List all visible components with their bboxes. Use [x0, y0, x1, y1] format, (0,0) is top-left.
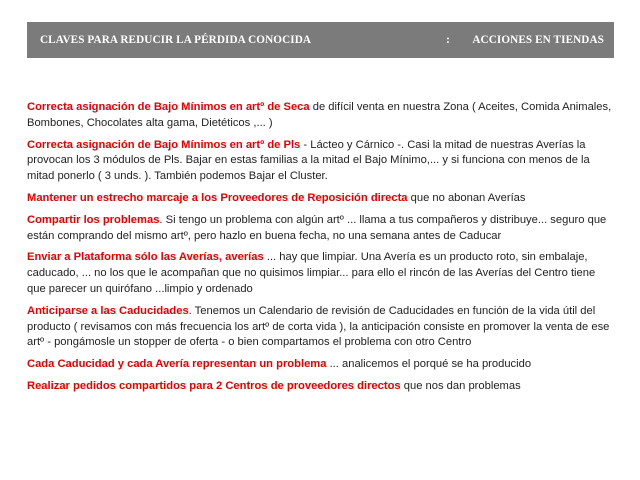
- item-text: ... hay que limpiar. Una Avería es un producto roto, sin embalaje, caducado, ... no los que le acompañan que no quisimos limpiar... para ello el rincón de las Averías del Centro tiene que parecer un quirófano ...limpio y ordenado: [27, 251, 596, 295]
- item-text: que nos dan problemas: [400, 379, 521, 392]
- list-item-7: [27, 357, 612, 373]
- list-item-5: [27, 250, 612, 297]
- list-item-1: [27, 100, 612, 132]
- item-highlight: Mantener un estrecho marcaje a los Proveedores de Reposición directa: [27, 191, 408, 204]
- list-item-8: [27, 379, 612, 395]
- item-highlight: Anticiparse a las Caducidades: [27, 304, 189, 317]
- header-left: [40, 34, 450, 46]
- item-highlight: Cada Caducidad y cada Avería representan un problema: [27, 358, 327, 371]
- header-title: CLAVES PARA REDUCIR LA PÉRDIDA CONOCIDA: [40, 34, 312, 46]
- item-text: que no abonan Averías: [407, 191, 526, 204]
- header-right-title: ACCIONES EN TIENDAS: [472, 34, 604, 46]
- list-item-4: [27, 213, 612, 245]
- item-highlight: Correcta asignación de Bajo Mínimos en artº de Seca: [27, 101, 310, 113]
- item-text: ... analicemos el porqué se ha producido: [326, 358, 532, 371]
- item-text: . Tenemos un Calendario de revisión de Caducidades en función de la vida útil del producto ( revisamos con más frecuencia los artº de corta vida ), la anticipación consiste en promover la venta de ese artº - pongámosle un stopper de oferta - o bien compartamos el problema con otro Centro: [27, 304, 610, 349]
- item-text: - Lácteo y Cárnico -. Casi la mitad de nuestras Averías la provocan los 3 módulos de Pls. Bajar en estas familias a la mitad el Bajo Mínimo,... y si funciona con menos de la mitad ponerlo ( 3 unds. ). También podemos Bajar el Cluster.: [27, 138, 590, 183]
- item-highlight: Realizar pedidos compartidos para 2 Centros de proveedores directos: [27, 379, 401, 392]
- item-highlight: Correcta asignación de Bajo Mínimos en artº de Pls: [27, 138, 301, 151]
- list-item-2: [27, 138, 612, 185]
- content-list: [27, 100, 612, 401]
- list-item-6: [27, 304, 612, 351]
- header-bar: [27, 22, 614, 58]
- item-text: de difícil venta en nuestra Zona ( Aceites, Comida Animales, Bombones, Chocolates alta gama, Dietéticos ,... ): [27, 101, 612, 129]
- header-separator: :: [446, 34, 450, 46]
- list-item-3: [27, 191, 612, 207]
- item-highlight: Enviar a Plataforma sólo las Averías, averías: [27, 251, 264, 264]
- item-highlight: Compartir los problemas: [27, 213, 160, 226]
- item-text: . Si tengo un problema con algún artº ... llama a tus compañeros y distribuye... seguro que están comprando del mismo artº, pero hazlo en buena fecha, no una semana antes de Caducar: [27, 213, 607, 242]
